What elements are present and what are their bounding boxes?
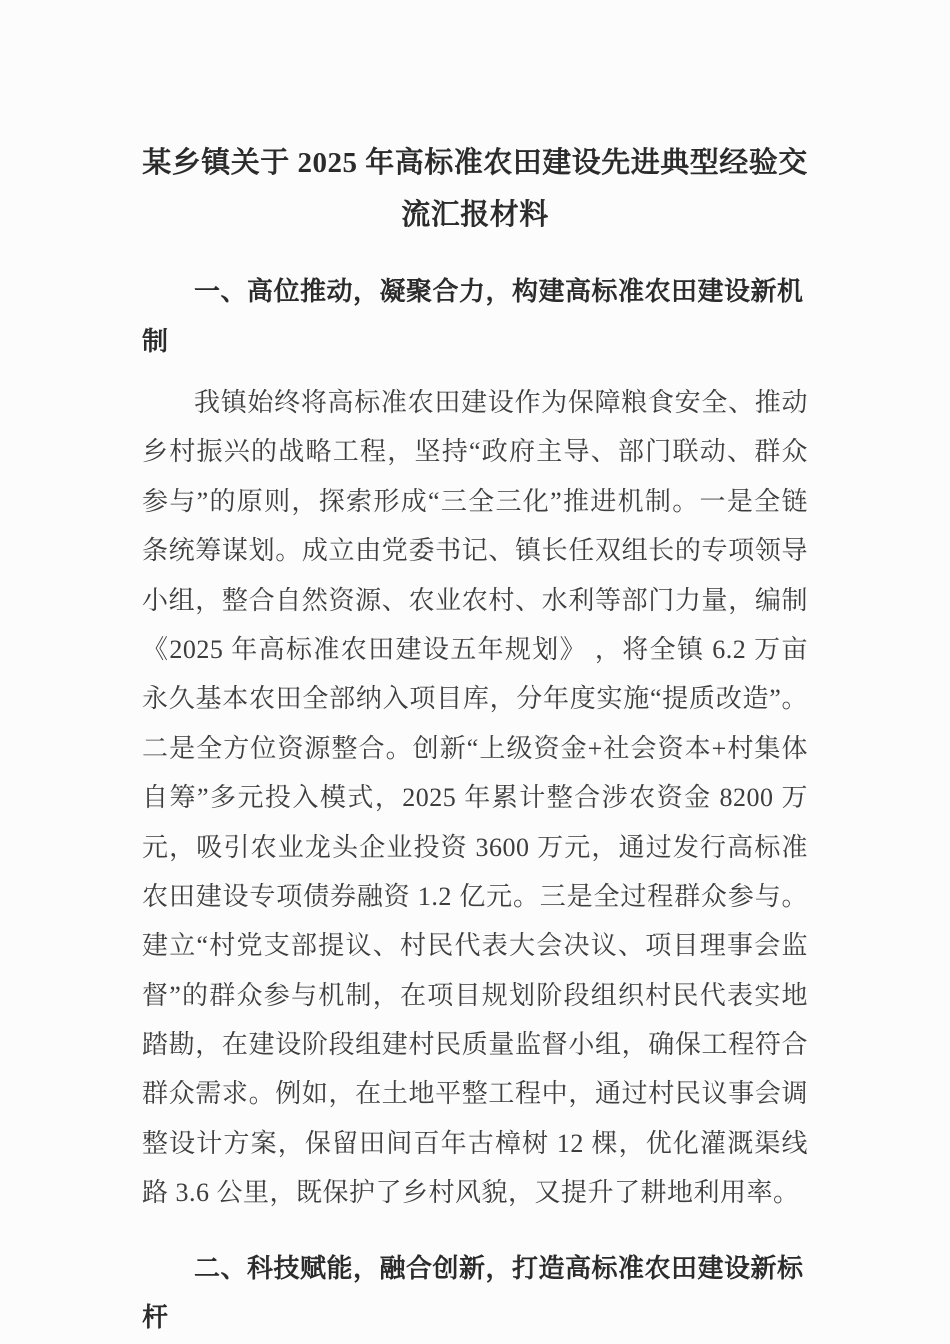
section-2-heading: 二、科技赋能，融合创新，打造高标准农田建设新标杆 — [142, 1253, 804, 1333]
document-title: 某乡镇关于 2025 年高标准农田建设先进典型经验交流汇报材料 — [142, 147, 808, 231]
section-1-heading: 一、高位推动，凝聚合力，构建高标准农田建设新机制 — [142, 277, 804, 356]
section-1-paragraph: 我镇始终将高标准农田建设作为保障粮食安全、推动乡村振兴的战略工程，坚持“政府主导、部门联动、群众参与”的原则，探索形成“三全三化”推进机制。一是全链条统筹谋划。成立由党委书记、镇长任双组长的专项领导小组，整合自然资源、农业农村、水利等部门力量，编制《2025 年高标准农田建设五年规划》 ，将全镇 6.2 万亩永久基本农田全部纳入项目库，分年度实施“提质改造”。二是全方位资源整合。创新“上级资金+社会资本+村集体自筹”多元投入模式，2025 年累计整合涉农资金 8200 万元，吸引农业龙头企业投资 3600 万元，通过发行高标准农田建设专项债券融资 1.2 亿元。三是全过程群众参与。建立“村党支部提议、村民代表大会决议、项目理事会监督”的群众参与机制，在项目规划阶段组织村民代表实地踏勘，在建设阶段组建村民质量监督小组，确保工程符合群众需求。例如，在土地平整工程中，通过村民议事会调整设计方案，保留田间百年古樟树 12 棵，优化灌溉渠线路 3.6 公里，既保护了乡村风貌，又提升了耕地利用率。 — [142, 388, 808, 1208]
